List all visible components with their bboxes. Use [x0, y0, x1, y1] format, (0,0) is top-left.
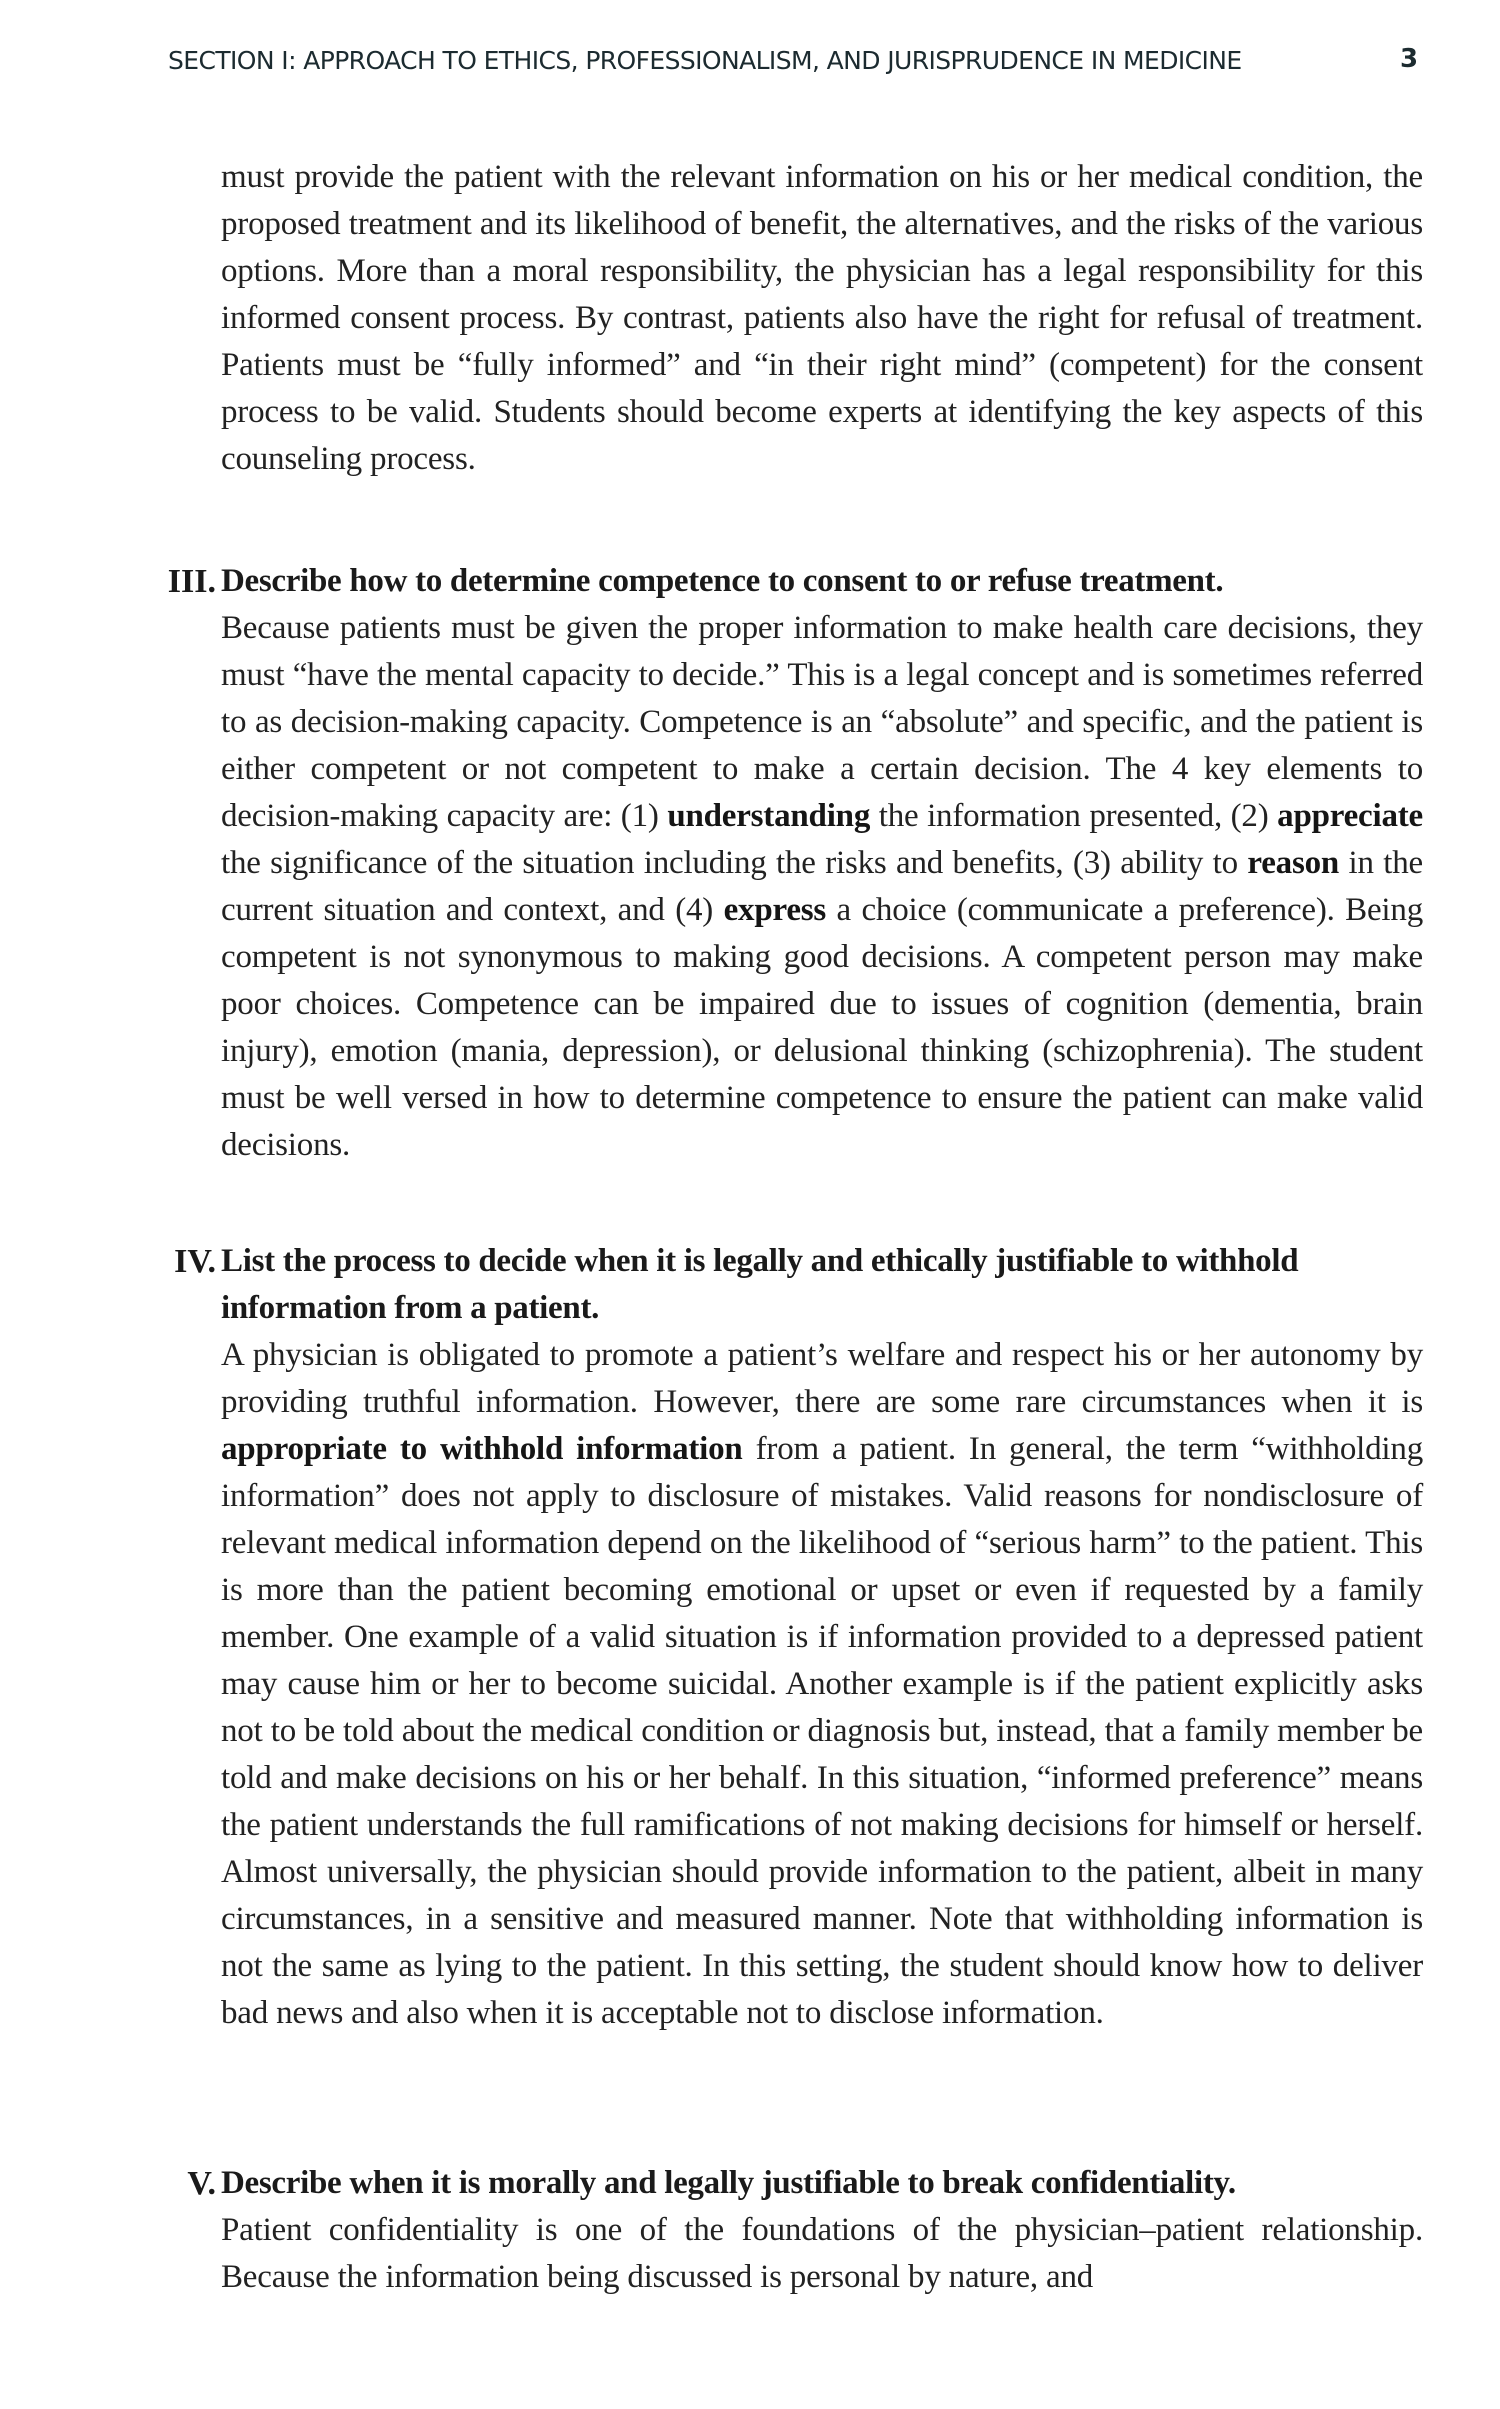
text-run: in the current situation and context, and (4): [221, 845, 1423, 928]
emphasis-reason: reason: [1247, 845, 1340, 881]
emphasis-express: express: [723, 892, 827, 928]
emphasis-withhold-information: appropriate to withhold information: [221, 1431, 743, 1467]
section-heading: Describe how to determine competence to consent to or refuse treatment.: [221, 563, 1224, 599]
text-run: the significance of the situation including the risks and benefits, (3) ability to: [221, 845, 1248, 881]
page-number: 3: [1400, 44, 1419, 74]
text-run: the information presented, (2): [870, 798, 1278, 834]
text-run: Because patients must be given the proper information to make health care decisions, they must “have the mental capacity to decide.” This is a legal concept and is sometimes referred to as decision-making capacity. Competence is an “absolute” and specific, and the patient is either competent or not competent to make a certain decision. The 4 key elements to decision-making capacity are: (1): [221, 610, 1423, 834]
text-run: Patient confidentiality is one of the foundations of the physician–patient relationship. Because the information being discussed is personal by nature, and: [221, 2212, 1423, 2295]
text-run: a choice (communicate a preference). Being competent is not synonymous to making good decisions. A competent person may make poor choices. Competence can be impaired due to issues of cognition (dementia, brain injury), emotion (mania, depression), or delusional thinking (schizophrenia). The student must be well versed in how to determine competence to ensure the patient can make valid decisions.: [221, 892, 1423, 1163]
running-header: SECTION I: APPROACH TO ETHICS, PROFESSIONALISM, AND JURISPRUDENCE IN MEDICINE: [168, 46, 1242, 75]
section-number: IV.: [174, 1243, 216, 1280]
section-iii: [150, 558, 1423, 1169]
section-paragraph: [221, 2207, 1423, 2301]
section-number: III.: [167, 563, 216, 600]
section-heading: Describe when it is morally and legally justifiable to break confidentiality.: [221, 2165, 1236, 2201]
section-number: V.: [187, 2165, 216, 2202]
section-paragraph: [221, 1332, 1423, 2037]
section-iv: [150, 1238, 1423, 2037]
text-run: from a patient. In general, the term “withholding information” does not apply to disclosure of mistakes. Valid reasons for nondisclosure of relevant medical information depend on the likelihood of “serious harm” to the patient. This is more than the patient becoming emotional or upset or even if requested by a family member. One example of a valid situation is if information provided to a depressed patient may cause him or her to become suicidal. Another example is if the patient explicitly asks not to be told about the medical condition or diagnosis but, instead, that a family member be told and make decisions on his or her behalf. In this situation, “informed preference” means the patient understands the full ramifications of not making decisions for himself or herself. Almost universally, the physician should provide information to the patient, albeit in many circumstances, in a sensitive and measured manner. Note that withholding information is not the same as lying to the patient. In this setting, the student should know how to deliver bad news and also when it is acceptable not to disclose information.: [221, 1431, 1423, 2031]
text-run: A physician is obligated to promote a patient’s welfare and respect his or her autonomy by providing truthful information. However, there are some rare circumstances when it is: [221, 1337, 1423, 1420]
continuation-paragraph: must provide the patient with the relevant information on his or her medical condition, the proposed treatment and its likelihood of benefit, the alternatives, and the risks of the various options. More than a moral responsibility, the physician has a legal responsibility for this informed consent process. By contrast, patients also have the right for refusal of treatment. Patients must be “fully informed” and “in their right mind” (competent) for the consent process to be valid. Students should become experts at identifying the key aspects of this counseling process.: [221, 159, 1423, 477]
section-paragraph: [221, 605, 1423, 1169]
section-heading: List the process to decide when it is legally and ethically justifiable to withhold information from a patient.: [221, 1243, 1299, 1326]
emphasis-appreciate: appreciate: [1277, 798, 1423, 834]
emphasis-understanding: understanding: [667, 798, 871, 834]
section-v: [150, 2160, 1423, 2301]
